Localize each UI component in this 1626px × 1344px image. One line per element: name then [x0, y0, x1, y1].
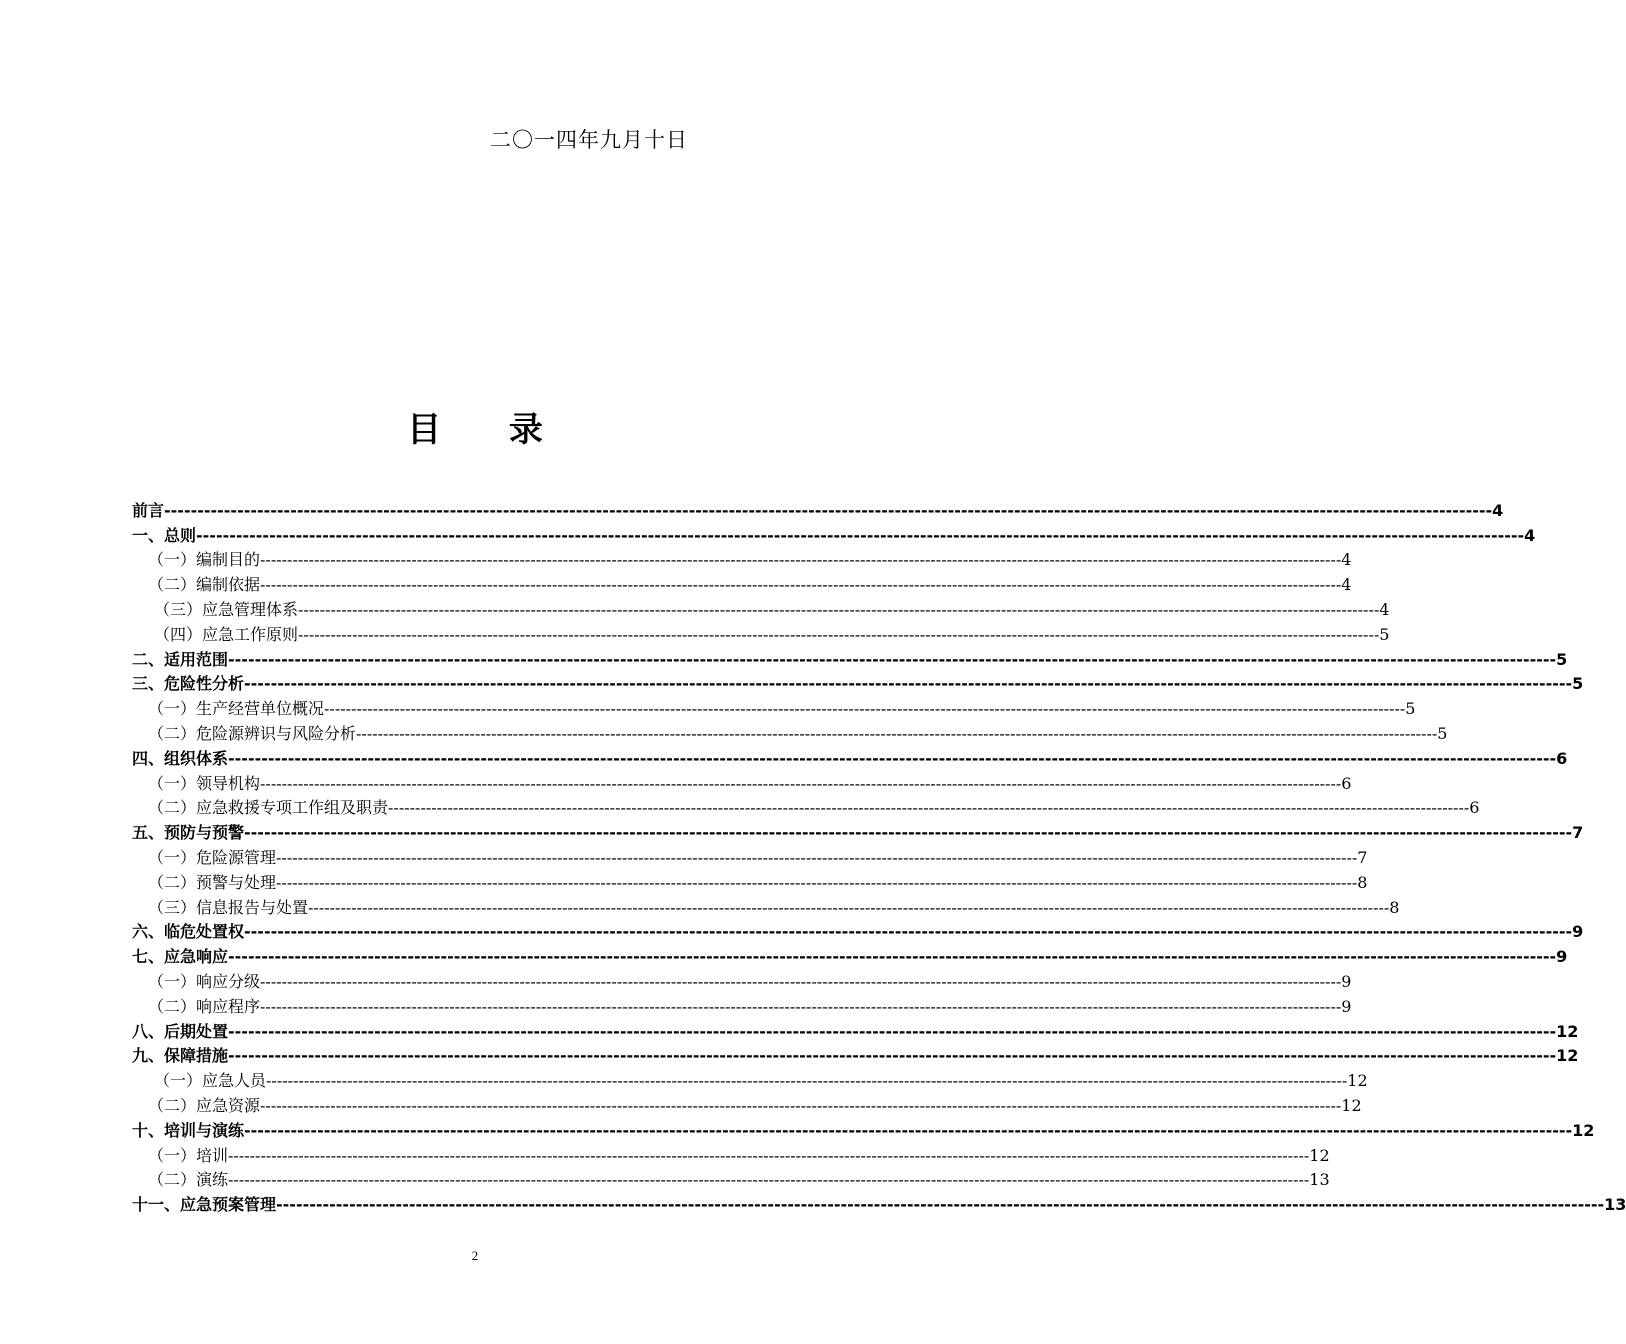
toc-entry-title: （一）编制目的	[148, 550, 261, 570]
toc-leader: --------------------------------------------------------------------------------------------------------------------------------------------------------------------------------------------------------	[260, 773, 1342, 793]
toc-entry[interactable]	[132, 1093, 1362, 1118]
toc-entry-page: 5	[1437, 723, 1448, 743]
toc-entry-page: 5	[1556, 649, 1568, 669]
toc-entry-title: （二）应急资源	[148, 1095, 261, 1115]
toc-entry-page: 9	[1341, 996, 1352, 1016]
toc-entry[interactable]	[132, 572, 1352, 597]
toc-entry[interactable]	[132, 746, 1568, 771]
toc-entry[interactable]	[132, 647, 1568, 672]
toc-entry-page: 4	[1379, 599, 1390, 619]
toc-entry-title: 八、后期处置	[132, 1021, 229, 1041]
toc-leader: --------------------------------------------------------------------------------------------------------------------------------------------------------------------------------------------------------	[260, 996, 1342, 1016]
toc-leader: --------------------------------------------------------------------------------------------------------------------------------------------------------------------------------------------------------	[244, 1120, 1573, 1140]
toc-entry-title: 五、预防与预警	[132, 823, 245, 843]
toc-entry-page: 4	[1492, 500, 1504, 520]
toc-leader: --------------------------------------------------------------------------------------------------------------------------------------------------------------------------------------------------------	[164, 500, 1493, 520]
toc-entry-page: 6	[1556, 748, 1568, 768]
toc-leader: --------------------------------------------------------------------------------------------------------------------------------------------------------------------------------------------------------	[228, 1145, 1310, 1165]
toc-entry-page: 12	[1556, 1046, 1579, 1066]
toc-entry-title: 四、组织体系	[132, 748, 229, 768]
toc-entry-title: 前言	[132, 500, 165, 520]
toc-title: 目 录	[407, 410, 571, 450]
toc-leader: --------------------------------------------------------------------------------------------------------------------------------------------------------------------------------------------------------	[244, 922, 1573, 942]
toc-entry-title: （三）应急管理体系	[154, 599, 299, 619]
toc-entry-title: （一）响应分级	[148, 971, 261, 991]
toc-entry-page: 13	[1604, 1195, 1626, 1215]
toc-leader: --------------------------------------------------------------------------------------------------------------------------------------------------------------------------------------------------------	[356, 723, 1438, 743]
toc-entry-page: 4	[1341, 575, 1352, 595]
toc-leader: --------------------------------------------------------------------------------------------------------------------------------------------------------------------------------------------------------	[260, 971, 1342, 991]
toc-leader: --------------------------------------------------------------------------------------------------------------------------------------------------------------------------------------------------------	[260, 550, 1342, 570]
toc-entry-title: （二）编制依据	[148, 575, 261, 595]
toc-entry[interactable]	[132, 1168, 1330, 1193]
toc-entry[interactable]	[132, 1068, 1368, 1093]
toc-leader: --------------------------------------------------------------------------------------------------------------------------------------------------------------------------------------------------------	[244, 674, 1573, 694]
toc-entry-page: 7	[1357, 847, 1368, 867]
toc-entry[interactable]	[132, 1143, 1330, 1168]
toc-entry[interactable]	[132, 1019, 1579, 1044]
toc-entry-title: 十、培训与演练	[132, 1120, 245, 1140]
toc-entry-title: 一、总则	[132, 525, 197, 545]
toc-leader: --------------------------------------------------------------------------------------------------------------------------------------------------------------------------------------------------------	[260, 575, 1342, 595]
toc-entry-page: 9	[1556, 947, 1568, 967]
toc-entry-title: （一）领导机构	[148, 773, 261, 793]
toc-entry[interactable]	[132, 944, 1568, 969]
toc-entry[interactable]	[132, 1192, 1626, 1217]
toc-entry-title: （一）应急人员	[154, 1071, 267, 1091]
toc-entry[interactable]	[132, 820, 1584, 845]
toc-leader: --------------------------------------------------------------------------------------------------------------------------------------------------------------------------------------------------------	[228, 748, 1557, 768]
toc-leader: --------------------------------------------------------------------------------------------------------------------------------------------------------------------------------------------------------	[228, 649, 1557, 669]
toc-entry[interactable]	[132, 1044, 1579, 1069]
toc-leader: --------------------------------------------------------------------------------------------------------------------------------------------------------------------------------------------------------	[298, 599, 1380, 619]
toc-entry-title: （一）生产经营单位概况	[148, 699, 325, 719]
toc-entry-page: 12	[1341, 1095, 1362, 1115]
toc-entry[interactable]	[132, 994, 1352, 1019]
toc-entry-page: 4	[1341, 550, 1352, 570]
toc-entry-page: 8	[1357, 872, 1368, 892]
toc-leader: --------------------------------------------------------------------------------------------------------------------------------------------------------------------------------------------------------	[298, 624, 1380, 644]
toc-leader: --------------------------------------------------------------------------------------------------------------------------------------------------------------------------------------------------------	[308, 897, 1390, 917]
toc-entry-title: 三、危险性分析	[132, 674, 245, 694]
toc-entry[interactable]	[132, 523, 1536, 548]
page-number: 2	[471, 1248, 479, 1263]
toc-entry-page: 5	[1405, 699, 1416, 719]
table-of-contents	[132, 498, 1626, 1217]
toc-entry-page: 6	[1469, 798, 1480, 818]
toc-leader: --------------------------------------------------------------------------------------------------------------------------------------------------------------------------------------------------------	[324, 699, 1406, 719]
toc-leader: --------------------------------------------------------------------------------------------------------------------------------------------------------------------------------------------------------	[388, 798, 1470, 818]
toc-entry-title: 九、保障措施	[132, 1046, 229, 1066]
toc-leader: --------------------------------------------------------------------------------------------------------------------------------------------------------------------------------------------------------	[228, 1170, 1310, 1190]
toc-leader: --------------------------------------------------------------------------------------------------------------------------------------------------------------------------------------------------------	[276, 1195, 1605, 1215]
toc-leader: --------------------------------------------------------------------------------------------------------------------------------------------------------------------------------------------------------	[196, 525, 1525, 545]
toc-leader: --------------------------------------------------------------------------------------------------------------------------------------------------------------------------------------------------------	[228, 1046, 1557, 1066]
toc-leader: --------------------------------------------------------------------------------------------------------------------------------------------------------------------------------------------------------	[244, 823, 1573, 843]
toc-entry[interactable]	[132, 1118, 1595, 1143]
toc-leader: --------------------------------------------------------------------------------------------------------------------------------------------------------------------------------------------------------	[266, 1071, 1348, 1091]
toc-entry[interactable]	[132, 498, 1504, 523]
toc-entry-page: 12	[1347, 1071, 1368, 1091]
toc-leader: --------------------------------------------------------------------------------------------------------------------------------------------------------------------------------------------------------	[228, 1021, 1557, 1041]
toc-entry-page: 12	[1556, 1021, 1579, 1041]
toc-entry-title: 二、适用范围	[132, 649, 229, 669]
toc-entry-page: 4	[1524, 525, 1536, 545]
toc-entry-title: （三）信息报告与处置	[148, 897, 309, 917]
toc-entry-title: （二）应急救援专项工作组及职责	[148, 798, 389, 818]
toc-entry-title: （一）危险源管理	[148, 847, 277, 867]
toc-entry-page: 5	[1572, 674, 1584, 694]
toc-entry-page: 5	[1379, 624, 1390, 644]
toc-leader: --------------------------------------------------------------------------------------------------------------------------------------------------------------------------------------------------------	[228, 947, 1557, 967]
toc-entry-page: 9	[1341, 971, 1352, 991]
toc-entry-title: 七、应急响应	[132, 947, 229, 967]
toc-entry[interactable]	[132, 696, 1416, 721]
toc-entry-title: （二）演练	[148, 1170, 229, 1190]
toc-entry-title: （四）应急工作原则	[154, 624, 299, 644]
toc-entry[interactable]	[132, 548, 1352, 573]
toc-entry-title: （二）响应程序	[148, 996, 261, 1016]
toc-leader: --------------------------------------------------------------------------------------------------------------------------------------------------------------------------------------------------------	[260, 1095, 1342, 1115]
toc-entry-page: 8	[1389, 897, 1400, 917]
toc-entry-title: （一）培训	[148, 1145, 229, 1165]
toc-entry[interactable]	[132, 622, 1390, 647]
toc-entry-page: 12	[1309, 1145, 1330, 1165]
toc-leader: --------------------------------------------------------------------------------------------------------------------------------------------------------------------------------------------------------	[276, 847, 1358, 867]
toc-entry[interactable]	[132, 920, 1584, 945]
toc-entry-title: （二）预警与处理	[148, 872, 277, 892]
toc-entry[interactable]	[132, 845, 1368, 870]
toc-entry[interactable]	[132, 721, 1448, 746]
toc-entry[interactable]	[132, 672, 1584, 697]
toc-entry-page: 12	[1572, 1120, 1595, 1140]
toc-entry[interactable]	[132, 969, 1352, 994]
toc-entry-page: 13	[1309, 1170, 1330, 1190]
toc-entry-title: （二）危险源辨识与风险分析	[148, 723, 357, 743]
toc-entry[interactable]	[132, 796, 1480, 821]
toc-entry[interactable]	[132, 771, 1352, 796]
toc-entry-page: 7	[1572, 823, 1584, 843]
toc-entry-page: 6	[1341, 773, 1352, 793]
toc-leader: --------------------------------------------------------------------------------------------------------------------------------------------------------------------------------------------------------	[276, 872, 1358, 892]
toc-entry-title: 十一、应急预案管理	[132, 1195, 277, 1215]
toc-entry[interactable]	[132, 895, 1400, 920]
toc-entry-page: 9	[1572, 922, 1584, 942]
toc-entry[interactable]	[132, 870, 1368, 895]
toc-entry-title: 六、临危处置权	[132, 922, 245, 942]
toc-entry[interactable]	[132, 597, 1390, 622]
document-date: 二〇一四年九月十日	[490, 128, 688, 152]
